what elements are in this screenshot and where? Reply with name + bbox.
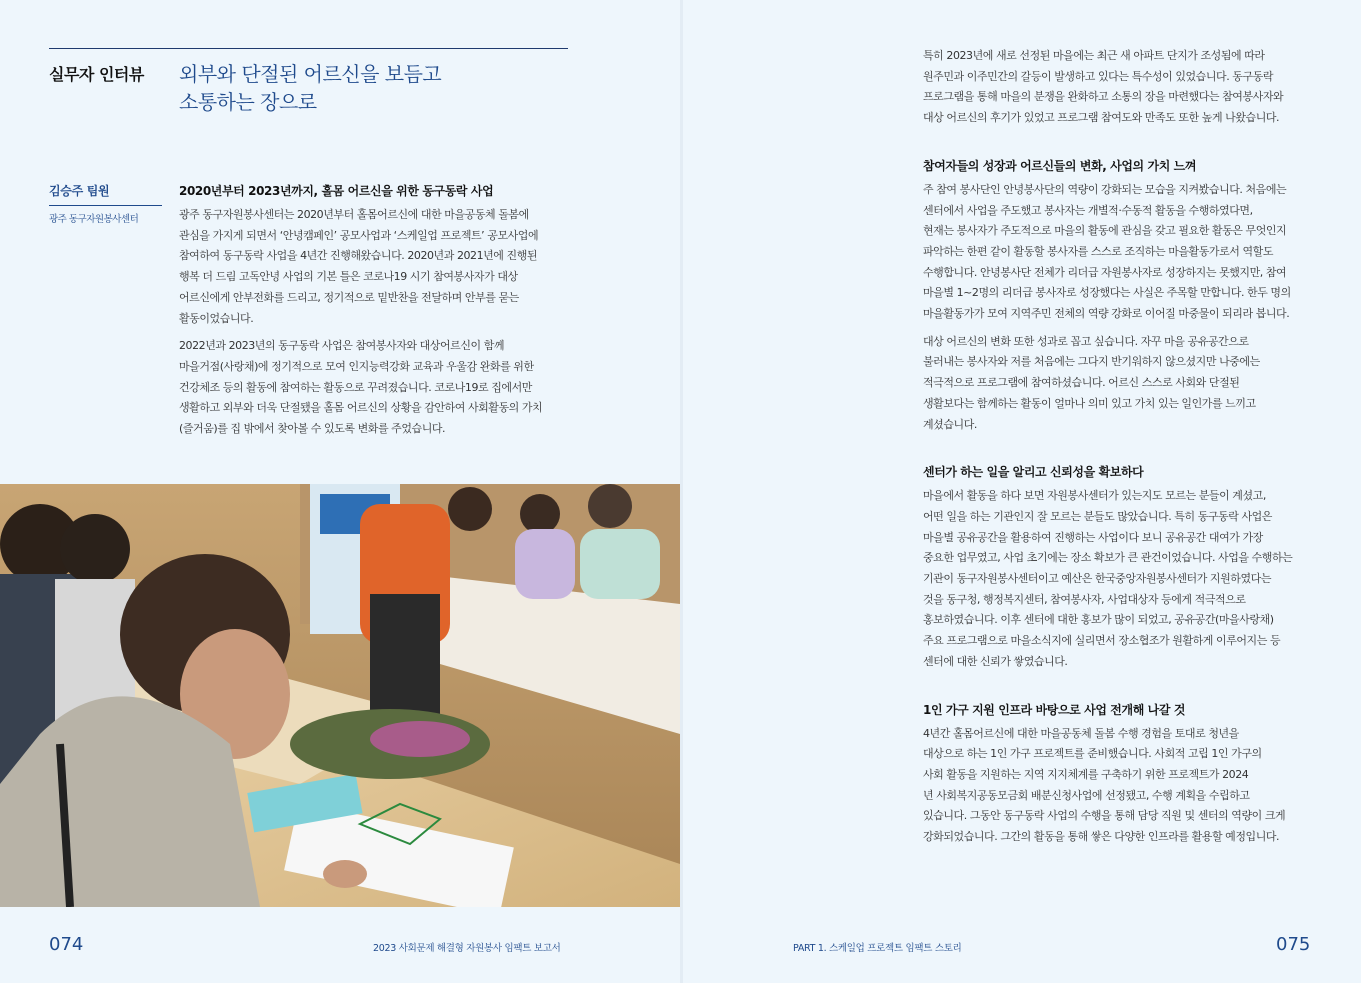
body-paragraph — [923, 332, 1315, 436]
text-line: 대상 어르신의 변화 또한 성과로 꼽고 싶습니다. 자꾸 마을 공유공간으로 — [923, 334, 1249, 348]
text-line: 주요 프로그램으로 마을소식지에 실리면서 장소협조가 원활하게 이루어지는 등 — [923, 634, 1281, 648]
right-body-column — [923, 46, 1315, 848]
text-line: 대상 어르신의 후기가 있었고 프로그램 참여도와 만족도 또한 높게 나왔습니다. — [923, 111, 1280, 125]
body-paragraph — [923, 46, 1315, 129]
body-paragraph — [923, 180, 1315, 325]
text-line: 참여하여 동구동락 사업을 4년간 진행해왔습니다. 2020년과 2021년에 진행된 — [179, 249, 538, 263]
section-block — [923, 463, 1315, 672]
body-paragraph — [923, 724, 1315, 848]
text-line: 특히 2023년에 새로 선정된 마을에는 최근 새 아파트 단지가 조성됨에 따라 — [923, 49, 1265, 62]
text-line: 마을에서 활동을 하다 보면 자원봉사센터가 있는지도 모르는 분들이 계셨고, — [923, 489, 1266, 503]
section-block — [923, 701, 1315, 848]
text-line: 행복 더 드림 고독안녕 사업의 기본 틀은 코로나19 시기 참여봉사자가 대상 — [179, 270, 518, 284]
text-line: 불러내는 봉사자와 저를 처음에는 그다지 반기워하지 않으셨지만 나중에는 — [923, 355, 1260, 369]
text-line: 현재는 봉사자가 주도적으로 마을의 활동에 관심을 갖고 필요한 활동은 무엇인지 — [923, 224, 1287, 238]
interviewee-name: 김승주 팀원 — [49, 184, 110, 198]
text-line: 센터에서 사업을 주도했고 봉사자는 개별적·수동적 활동을 수행하였다면, — [923, 203, 1253, 217]
text-line: 기관이 동구자원봉사센터이고 예산은 한국중앙자원봉사센터가 지원하였다는 — [923, 572, 1271, 586]
text-line: 있습니다. 그동안 동구동락 사업의 수행을 통해 담당 직원 및 센터의 역량이 크게 — [923, 809, 1286, 823]
photo-image — [0, 484, 680, 907]
text-line: 중요한 업무였고, 사업 초기에는 장소 확보가 큰 관건이었습니다. 사업을 수행하는 — [923, 551, 1293, 565]
text-line: 파악하는 한편 같이 활동할 봉사자를 스스로 조직하는 마을활동가로서 역할도 — [923, 244, 1274, 258]
text-line: 원주민과 이주민간의 갈등이 발생하고 있다는 특수성이 있었습니다. 동구동락 — [923, 69, 1274, 83]
interviewee-org: 광주 동구자원봉사센터 — [49, 214, 139, 225]
section-block — [923, 157, 1315, 435]
text-line: 년 사회복지공동모금회 배분신청사업에 선정됐고, 수행 계획을 수립하고 — [923, 788, 1250, 802]
text-line: 생활하고 외부와 더욱 단절됐을 홀몸 어르신의 상황을 감안하여 사회활동의 가치 — [179, 401, 543, 415]
text-line: 대상으로 하는 1인 가구 프로젝트를 준비했습니다. 사회적 고립 1인 가구의 — [923, 747, 1262, 761]
body-paragraph — [179, 336, 571, 440]
text-line: 센터에 대한 신뢰가 쌓였습니다. — [923, 654, 1068, 668]
left-page — [0, 0, 680, 983]
text-line: 사회 활동을 지원하는 지역 지지체계를 구축하기 위한 프로젝트가 2024 — [923, 767, 1249, 781]
running-title-left: 2023 사회문제 해결형 자원봉사 임팩트 보고서 — [373, 943, 561, 954]
text-line: (즐거움)를 집 밖에서 찾아볼 수 있도록 변화를 주었습니다. — [179, 422, 446, 436]
classroom-photo — [0, 484, 680, 907]
text-line: 마을별 공유공간을 활용하여 진행하는 사업이다 보니 공유공간 대여가 가장 — [923, 530, 1263, 544]
text-line: 활동이었습니다. — [179, 311, 254, 325]
headline — [179, 60, 559, 116]
text-line: 마을별 1~2명의 리더급 봉사자로 성장했다는 사실은 주목할 만합니다. 한두 명의 — [923, 286, 1291, 300]
left-body-column — [179, 182, 571, 440]
text-line: 수행합니다. 안녕봉사단 전체가 리더급 자원봉사자로 성장하지는 못했지만, 참여 — [923, 265, 1287, 279]
body-paragraph — [179, 205, 571, 329]
interviewee-rule — [49, 205, 162, 206]
headline-line-2: 소통하는 장으로 — [179, 90, 317, 114]
text-line: 주 참여 봉사단인 안녕봉사단의 역량이 강화되는 모습을 지켜봤습니다. 처음에는 — [923, 182, 1287, 196]
text-line: 생활보다는 함께하는 활동이 얼마나 의미 있고 가치 있는 일인가를 느끼고 — [923, 396, 1256, 410]
section-block — [179, 182, 571, 440]
page-number-right: 075 — [1276, 934, 1311, 955]
text-line: 4년간 홀몸어르신에 대한 마을공동체 돌봄 수행 경험을 토대로 청년을 — [923, 726, 1239, 740]
running-title-right: PART 1. 스케일업 프로젝트 임팩트 스토리 — [793, 943, 962, 954]
text-line: 홍보하였습니다. 이후 센터에 대한 홍보가 많이 되었고, 공유공간(마을사랑채) — [923, 613, 1274, 627]
text-line: 마을거점(사랑채)에 정기적으로 모여 인지능력강화 교육과 우울감 완화를 위한 — [179, 359, 534, 373]
section-heading: 참여자들의 성장과 어르신들의 변화, 사업의 가치 느껴 — [923, 158, 1197, 173]
text-line: 어르신에게 안부전화를 드리고, 정기적으로 밑반찬을 전달하며 안부를 묻는 — [179, 290, 519, 304]
section-heading: 센터가 하는 일을 알리고 신뢰성을 확보하다 — [923, 465, 1144, 480]
text-line: 2022년과 2023년의 동구동락 사업은 참여봉사자와 대상어르신이 함께 — [179, 339, 505, 353]
section-block — [923, 46, 1315, 129]
section-heading: 2020년부터 2023년까지, 홀몸 어르신을 위한 동구동락 사업 — [179, 184, 494, 198]
text-line: 적극적으로 프로그램에 참여하셨습니다. 어르신 스스로 사회와 단절된 — [923, 376, 1240, 390]
section-label: 실무자 인터뷰 — [49, 65, 144, 84]
text-line: 계셨습니다. — [923, 417, 977, 431]
text-line: 어떤 일을 하는 기관인지 잘 모르는 분들도 많았습니다. 특히 동구동락 사업은 — [923, 509, 1272, 523]
text-line: 것을 동구청, 행정복지센터, 참여봉사자, 사업대상자 등에게 적극적으로 — [923, 592, 1246, 606]
text-line: 강화되었습니다. 그간의 활동을 통해 쌓은 다양한 인프라를 활용할 예정입니다. — [923, 830, 1280, 844]
text-line: 마을활동가가 모여 지역주민 전체의 역량 강화로 이어질 마중물이 되리라 봅니다. — [923, 307, 1290, 321]
text-line: 관심을 가지게 되면서 ‘안녕캠페인’ 공모사업과 ‘스케일업 프로젝트’ 공모사업에 — [179, 228, 539, 242]
top-rule — [49, 48, 568, 49]
body-paragraph — [923, 486, 1315, 672]
page-number-left: 074 — [49, 934, 84, 955]
text-line: 광주 동구자원봉사센터는 2020년부터 홀몸어르신에 대한 마을공동체 돌봄에 — [179, 208, 529, 221]
headline-line-1: 외부와 단절된 어르신을 보듬고 — [179, 62, 442, 86]
section-heading: 1인 가구 지원 인프라 바탕으로 사업 전개해 나갈 것 — [923, 702, 1186, 717]
text-line: 프로그램을 통해 마을의 분쟁을 완화하고 소통의 장을 마련했다는 참여봉사자와 — [923, 90, 1284, 104]
text-line: 건강체조 등의 활동에 참여하는 활동으로 꾸려졌습니다. 코로나19로 집에서만 — [179, 380, 532, 394]
